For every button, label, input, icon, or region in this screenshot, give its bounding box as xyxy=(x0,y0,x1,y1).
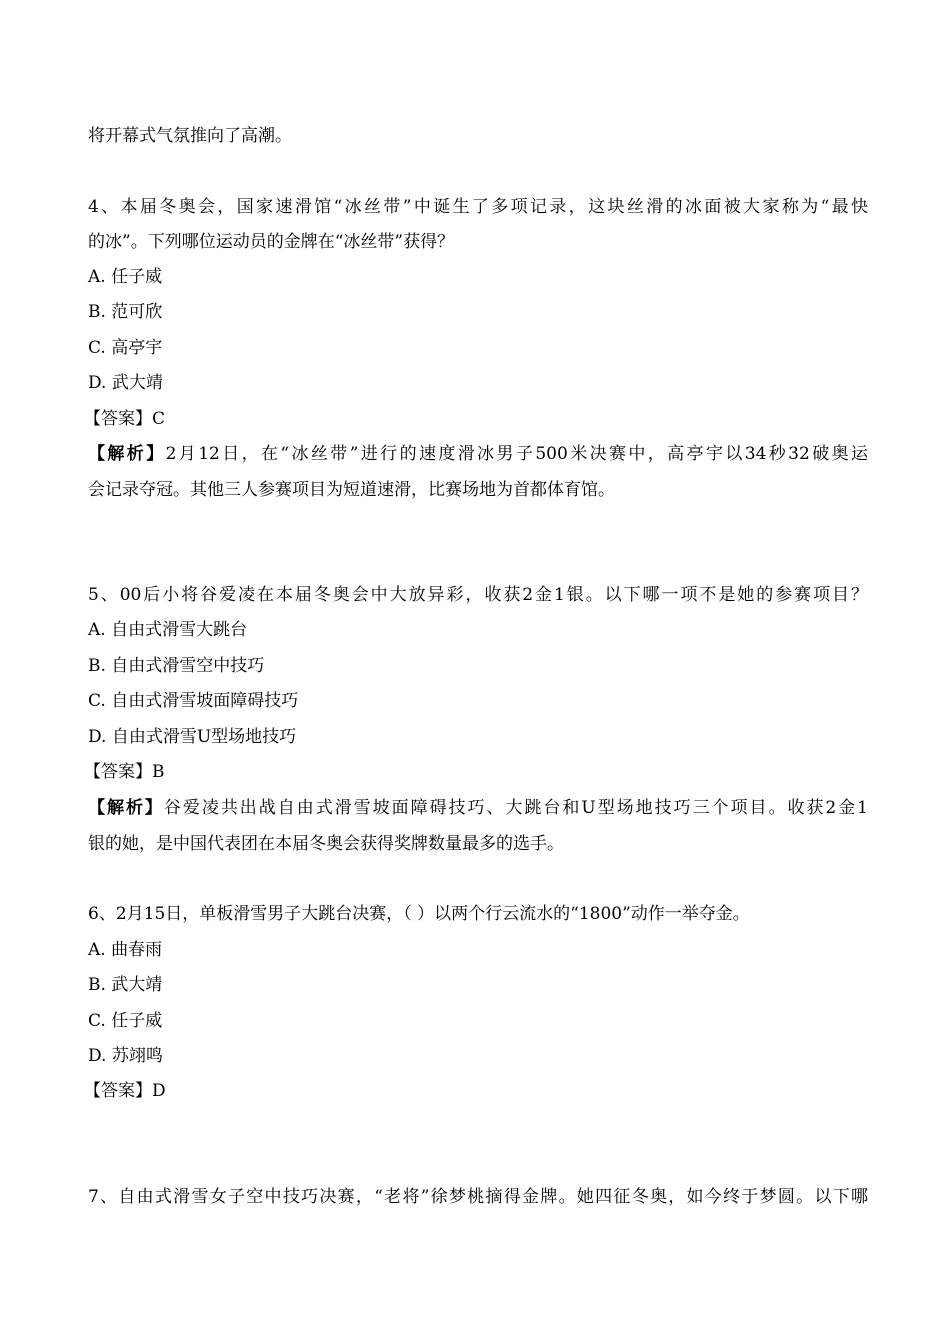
q5-analysis-text: 谷爱凌共出战自由式滑雪坡面障碍技巧、大跳台和U型场地技巧三个项目。收获2金1 xyxy=(163,798,868,818)
q4-stem-line1: 4、本届冬奥会，国家速滑馆“冰丝带”中诞生了多项记录，这块丝滑的冰面被大家称为“最快 xyxy=(88,197,868,217)
q6-option-c: C. 任子威 xyxy=(88,1011,163,1031)
q4-analysis-line2: 会记录夺冠。其他三人参赛项目为短道速滑，比赛场地为首都体育馆。 xyxy=(88,480,615,500)
q5-option-d: D. 自由式滑雪U型场地技巧 xyxy=(88,727,297,747)
q4-option-b: B. 范可欣 xyxy=(88,302,163,322)
q5-option-a: A. 自由式滑雪大跳台 xyxy=(88,620,248,640)
q4-option-d: D. 武大靖 xyxy=(88,373,163,393)
q5-answer: 【答案】B xyxy=(84,762,165,782)
q5-analysis-tag: 【解析】 xyxy=(88,798,164,818)
q6-option-b: B. 武大靖 xyxy=(88,975,163,995)
q4-analysis-tag: 【解析】 xyxy=(88,444,166,464)
q4-analysis-text: 2月12日，在“冰丝带”进行的速度滑冰男子500米决赛中，高亭宇以34秒32破奥运 xyxy=(165,444,869,464)
intro-tail: 将开幕式气氛推向了高潮。 xyxy=(88,126,292,146)
q5-analysis-line1 xyxy=(88,796,868,820)
q4-stem-line2: 的冰”。下列哪位运动员的金牌在“冰丝带”获得？ xyxy=(88,232,455,252)
q6-answer: 【答案】D xyxy=(84,1081,166,1101)
q5-analysis-line2: 银的她，是中国代表团在本届冬奥会获得奖牌数量最多的选手。 xyxy=(88,834,564,854)
q5-stem-line1: 5、00后小将谷爱凌在本届冬奥会中大放异彩，收获2金1银。以下哪一项不是她的参赛项目？ xyxy=(88,585,868,605)
q5-option-b: B. 自由式滑雪空中技巧 xyxy=(88,656,265,676)
document-page xyxy=(84,0,869,1344)
q4-option-c: C. 高亭宇 xyxy=(88,338,163,358)
q4-analysis-line1 xyxy=(88,442,868,466)
q4-option-a: A. 任子威 xyxy=(88,267,163,287)
q6-stem-line1: 6、2月15日，单板滑雪男子大跳台决赛，（ ）以两个行云流水的“1800”动作一举夺金。 xyxy=(88,904,750,924)
q6-option-a: A. 曲春雨 xyxy=(88,940,163,960)
q6-option-d: D. 苏翊鸣 xyxy=(88,1046,163,1066)
q4-answer: 【答案】C xyxy=(84,409,166,429)
q5-option-c: C. 自由式滑雪坡面障碍技巧 xyxy=(88,691,299,711)
q7-stem-line1: 7、自由式滑雪女子空中技巧决赛，“老将”徐梦桃摘得金牌。她四征冬奥，如今终于梦圆。以下哪 xyxy=(88,1187,868,1207)
